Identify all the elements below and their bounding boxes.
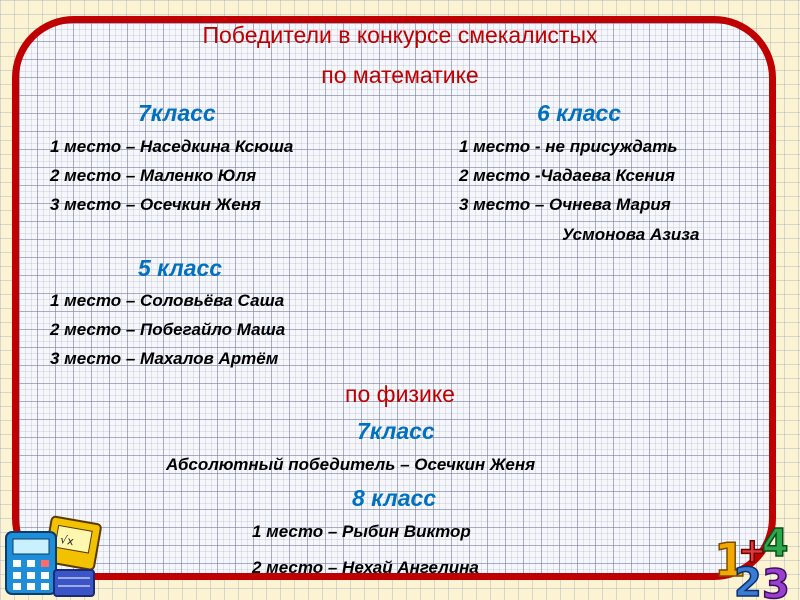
- physics-grade8-label: 8 класс: [352, 485, 437, 511]
- physics-grade8-entry-1: 1 место – Рыбин Виктор: [252, 522, 471, 541]
- physics-grade8-entry-2: 2 место – Нехай Ангелина: [252, 558, 479, 577]
- calculator-clipart-icon: [2, 512, 106, 598]
- svg-text:+: +: [738, 531, 767, 571]
- svg-text:√x: √x: [59, 533, 75, 549]
- colorful-numbers-clipart-icon: [712, 518, 800, 600]
- math-grade7-label: 7класс: [138, 100, 216, 126]
- math-grade5-label: 5 класс: [138, 255, 223, 281]
- title-line-1: Победители в конкурсе смекалистых: [202, 22, 598, 48]
- math-grade5-entry-2: 2 место – Побегайло Маша: [50, 320, 286, 339]
- title-line-2: по математике: [321, 62, 479, 88]
- math-grade7-entry-2: 2 место – Маленко Юля: [50, 166, 257, 185]
- math-grade7-entry-3: 3 место – Осечкин Женя: [50, 195, 261, 214]
- math-grade6-label: 6 класс: [537, 100, 622, 126]
- svg-text:2: 2: [734, 560, 762, 600]
- math-grade6-entry-3: 3 место – Очнева Мария: [459, 195, 671, 214]
- math-grade6-entry-2: 2 место -Чадаева Ксения: [459, 166, 676, 185]
- math-grade5-entry-3: 3 место – Махалов Артём: [50, 349, 279, 368]
- math-grade6-entry-4: Усмонова Азиза: [562, 225, 700, 244]
- physics-grade7-entry-1: Абсолютный победитель – Осечкин Женя: [166, 455, 536, 474]
- physics-heading: по физике: [345, 381, 455, 407]
- math-grade7-entry-1: 1 место – Наседкина Ксюша: [50, 137, 294, 156]
- physics-grade7-label: 7класс: [357, 418, 435, 444]
- svg-text:1: 1: [714, 533, 747, 587]
- svg-text:3: 3: [762, 562, 790, 600]
- svg-text:4: 4: [762, 521, 789, 565]
- math-grade6-entry-1: 1 место - не присуждать: [459, 137, 678, 156]
- math-grade5-entry-1: 1 место – Соловьёва Саша: [50, 291, 285, 310]
